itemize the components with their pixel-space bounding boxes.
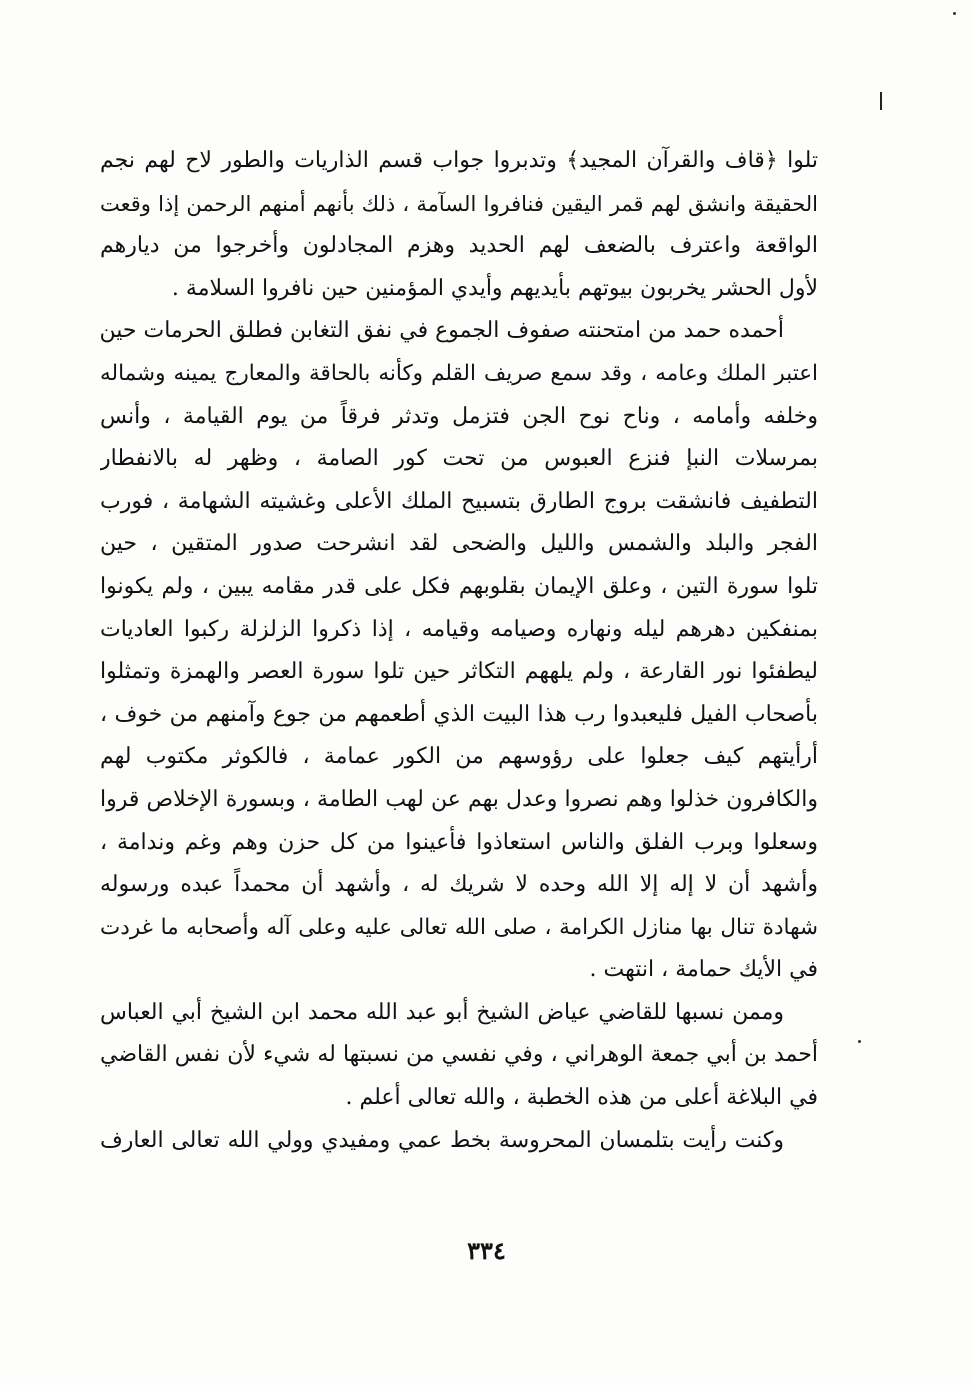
text-line: وكنت رأيت بتلمسان المحروسة بخط عمي ومفيدي وولي الله تعالى العارف (100, 1127, 784, 1153)
text-line: التطفيف فانشقت بروج الطارق بتسبيح الملك الأعلى وغشيته الشهامة ، فورب (100, 488, 818, 514)
text-line: وخلفه وأمامه ، وناح نوح الجن فتزمل وتدثر فرقاً من يوم القيامة ، وأنس (100, 403, 818, 429)
text-line: أحمده حمد من امتحنته صفوف الجموع في نفق التغابن فطلق الحرمات حين (100, 318, 784, 344)
text-line: تلوا ﴿قاف والقرآن المجيد﴾ وتدبروا جواب قسم الذاريات والطور لاح لهم نجم (100, 148, 818, 173)
text-line: وسعلوا وبرب الفلق والناس استعاذوا فأعينوا من كل حزن وهم وغم وندامة ، (100, 829, 818, 855)
body-text (100, 140, 818, 1162)
text-line: الواقعة واعترف بالضعف لهم الحديد وهزم المجادلون وأخرجوا من ديارهم (100, 233, 818, 259)
text-line: الحقيقة وانشق لهم قمر اليقين فنافروا السآمة ، ذلك بأنهم أمنهم الرحمن إذا وقعت (100, 191, 818, 216)
text-line: بأصحاب الفيل فليعبدوا رب هذا البيت الذي أطعمهم من جوع وآمنهم من خوف ، (100, 701, 818, 727)
text-line: بمنفكين دهرهم ليله ونهاره وصيامه وقيامه ، إذا ذكروا الزلزلة ركبوا العاديات (100, 616, 818, 642)
ink-speck (953, 12, 956, 15)
text-line: والكافرون خذلوا وهم نصروا وعدل بهم عن لهب الطامة ، وبسورة الإخلاص قروا (100, 786, 818, 812)
text-line: في البلاغة أعلى من هذه الخطبة ، والله تعالى أعلم . (345, 1085, 818, 1111)
text-line: اعتبر الملك وعامه ، وقد سمع صريف القلم وكأنه بالحاقة والمعارج يمينه وشماله (100, 360, 818, 386)
text-line: شهادة تنال بها منازل الكرامة ، صلى الله تعالى عليه وعلى آله وأصحابه ما غردت (100, 914, 818, 940)
text-line: وأشهد أن لا إله إلا الله وحده لا شريك له ، وأشهد أن محمداً عبده ورسوله (100, 872, 818, 898)
text-line: وممن نسبها للقاضي عياض الشيخ أبو عبد الله محمد ابن الشيخ أبي العباس (100, 999, 784, 1025)
text-line: لأول الحشر يخربون بيوتهم بأيديهم وأيدي المؤمنين حين نافروا السلامة . (171, 275, 818, 301)
text-line: في الأيك حمامة ، انتهت . (589, 957, 818, 983)
text-line: تلوا سورة التين ، وعلق الإيمان بقلوبهم فكل على قدر مقامه يبين ، ولم يكونوا (100, 573, 818, 599)
text-line: أحمد بن أبي جمعة الوهراني ، وفي نفسي من نسبتها له شيء لأن نفس القاضي (100, 1042, 818, 1068)
page-number: ٣٣٤ (467, 1236, 506, 1265)
ink-speck (858, 1040, 861, 1043)
text-line: بمرسلات النبإ فنزع العبوس من تحت كور الصامة ، وظهر له بالانفطار (100, 446, 818, 472)
text-line: أرأيتهم كيف جعلوا على رؤوسهم من الكور عمامة ، فالكوثر مكتوب لهم (100, 744, 818, 770)
text-line: الفجر والبلد والشمس والليل والضحى لقد انشرحت صدور المتقين ، حين (100, 531, 818, 557)
text-line: ليطفئوا نور القارعة ، ولم يلههم التكاثر حين تلوا سورة العصر والهمزة وتمثلوا (100, 659, 818, 685)
margin-mark (880, 92, 882, 110)
